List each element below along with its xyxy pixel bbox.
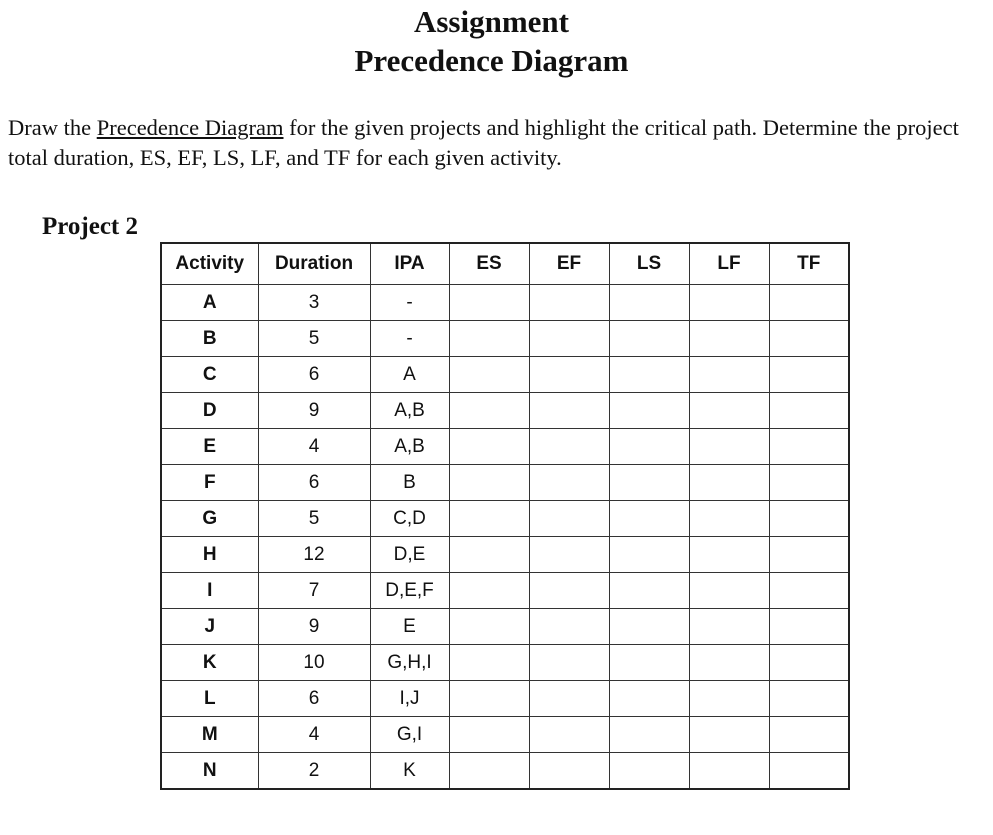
- lf-cell: [689, 321, 769, 357]
- duration-cell: 5: [258, 321, 370, 357]
- header-ef: EF: [529, 243, 609, 285]
- ls-cell: [609, 429, 689, 465]
- table-row: [161, 429, 849, 465]
- tf-cell: [769, 429, 849, 465]
- ipa-cell: G,I: [370, 717, 449, 753]
- ls-cell: [609, 609, 689, 645]
- es-cell: [449, 501, 529, 537]
- es-cell: [449, 393, 529, 429]
- ef-cell: [529, 609, 609, 645]
- activity-cell: L: [161, 681, 258, 717]
- activity-cell: H: [161, 537, 258, 573]
- ls-cell: [609, 393, 689, 429]
- es-cell: [449, 681, 529, 717]
- table-row: [161, 681, 849, 717]
- ls-cell: [609, 501, 689, 537]
- activity-cell: K: [161, 645, 258, 681]
- duration-cell: 9: [258, 393, 370, 429]
- duration-cell: 2: [258, 753, 370, 790]
- ipa-cell: G,H,I: [370, 645, 449, 681]
- activity-cell: J: [161, 609, 258, 645]
- es-cell: [449, 537, 529, 573]
- lf-cell: [689, 753, 769, 790]
- ipa-cell: C,D: [370, 501, 449, 537]
- ef-cell: [529, 753, 609, 790]
- activity-cell: G: [161, 501, 258, 537]
- ef-cell: [529, 393, 609, 429]
- ipa-cell: A,B: [370, 393, 449, 429]
- tf-cell: [769, 537, 849, 573]
- page-subtitle: Precedence Diagram: [354, 43, 629, 78]
- lf-cell: [689, 645, 769, 681]
- tf-cell: [769, 753, 849, 790]
- es-cell: [449, 321, 529, 357]
- ef-cell: [529, 717, 609, 753]
- ef-cell: [529, 681, 609, 717]
- page-title: Assignment: [413, 4, 569, 39]
- lf-cell: [689, 465, 769, 501]
- ls-cell: [609, 717, 689, 753]
- table-row: [161, 573, 849, 609]
- lf-cell: [689, 717, 769, 753]
- table-row: [161, 501, 849, 537]
- es-cell: [449, 573, 529, 609]
- tf-cell: [769, 609, 849, 645]
- activity-cell: A: [161, 285, 258, 321]
- activity-cell: M: [161, 717, 258, 753]
- ipa-cell: D,E,F: [370, 573, 449, 609]
- duration-cell: 6: [258, 357, 370, 393]
- tf-cell: [769, 645, 849, 681]
- activity-cell: E: [161, 429, 258, 465]
- es-cell: [449, 465, 529, 501]
- header-ls: LS: [609, 243, 689, 285]
- tf-cell: [769, 321, 849, 357]
- duration-cell: 5: [258, 501, 370, 537]
- tf-cell: [769, 285, 849, 321]
- table-header-row: [161, 243, 849, 285]
- ipa-cell: A,B: [370, 429, 449, 465]
- activity-cell: F: [161, 465, 258, 501]
- duration-cell: 12: [258, 537, 370, 573]
- project-label: Project 2: [42, 213, 139, 240]
- ipa-cell: K: [370, 753, 449, 790]
- duration-cell: 10: [258, 645, 370, 681]
- ef-cell: [529, 501, 609, 537]
- ef-cell: [529, 429, 609, 465]
- lf-cell: [689, 609, 769, 645]
- es-cell: [449, 753, 529, 790]
- table-row: [161, 285, 849, 321]
- header-tf: TF: [769, 243, 849, 285]
- es-cell: [449, 717, 529, 753]
- tf-cell: [769, 357, 849, 393]
- ls-cell: [609, 285, 689, 321]
- duration-cell: 4: [258, 429, 370, 465]
- ipa-cell: -: [370, 321, 449, 357]
- duration-cell: 7: [258, 573, 370, 609]
- table-row: [161, 321, 849, 357]
- ls-cell: [609, 753, 689, 790]
- ipa-cell: A: [370, 357, 449, 393]
- instructions-paragraph: [8, 113, 983, 173]
- instructions-text-end: for the given projects and highlight the critical path. Determine the project total duration, ES, EF, LS, LF, and TF for each given activity.: [8, 115, 959, 170]
- lf-cell: [689, 681, 769, 717]
- ipa-cell: D,E: [370, 537, 449, 573]
- ls-cell: [609, 357, 689, 393]
- lf-cell: [689, 357, 769, 393]
- lf-cell: [689, 429, 769, 465]
- activity-cell: B: [161, 321, 258, 357]
- ef-cell: [529, 357, 609, 393]
- table-row: [161, 645, 849, 681]
- ef-cell: [529, 321, 609, 357]
- ls-cell: [609, 573, 689, 609]
- es-cell: [449, 645, 529, 681]
- ef-cell: [529, 645, 609, 681]
- es-cell: [449, 285, 529, 321]
- duration-cell: 3: [258, 285, 370, 321]
- header-activity: Activity: [161, 243, 258, 285]
- tf-cell: [769, 681, 849, 717]
- header-lf: LF: [689, 243, 769, 285]
- precedence-diagram-underlined: Precedence Diagram: [96, 115, 284, 140]
- ipa-cell: I,J: [370, 681, 449, 717]
- header-duration: Duration: [258, 243, 370, 285]
- ef-cell: [529, 285, 609, 321]
- ipa-cell: E: [370, 609, 449, 645]
- duration-cell: 6: [258, 681, 370, 717]
- instructions-text-start: Draw the: [8, 115, 97, 140]
- ef-cell: [529, 537, 609, 573]
- lf-cell: [689, 573, 769, 609]
- tf-cell: [769, 465, 849, 501]
- activity-cell: C: [161, 357, 258, 393]
- ef-cell: [529, 573, 609, 609]
- table-row: [161, 609, 849, 645]
- table-row: [161, 753, 849, 790]
- ls-cell: [609, 465, 689, 501]
- ls-cell: [609, 321, 689, 357]
- activity-table: [160, 242, 850, 790]
- activity-cell: N: [161, 753, 258, 790]
- es-cell: [449, 609, 529, 645]
- ls-cell: [609, 537, 689, 573]
- activity-cell: I: [161, 573, 258, 609]
- tf-cell: [769, 573, 849, 609]
- ls-cell: [609, 645, 689, 681]
- table-row: [161, 717, 849, 753]
- lf-cell: [689, 393, 769, 429]
- duration-cell: 4: [258, 717, 370, 753]
- ls-cell: [609, 681, 689, 717]
- es-cell: [449, 429, 529, 465]
- es-cell: [449, 357, 529, 393]
- header-es: ES: [449, 243, 529, 285]
- tf-cell: [769, 717, 849, 753]
- table-row: [161, 393, 849, 429]
- table-row: [161, 357, 849, 393]
- table-body: [161, 285, 849, 790]
- duration-cell: 6: [258, 465, 370, 501]
- ipa-cell: -: [370, 285, 449, 321]
- lf-cell: [689, 501, 769, 537]
- header-ipa: IPA: [370, 243, 449, 285]
- activity-cell: D: [161, 393, 258, 429]
- ipa-cell: B: [370, 465, 449, 501]
- table-row: [161, 537, 849, 573]
- lf-cell: [689, 537, 769, 573]
- lf-cell: [689, 285, 769, 321]
- table-row: [161, 465, 849, 501]
- tf-cell: [769, 501, 849, 537]
- duration-cell: 9: [258, 609, 370, 645]
- tf-cell: [769, 393, 849, 429]
- ef-cell: [529, 465, 609, 501]
